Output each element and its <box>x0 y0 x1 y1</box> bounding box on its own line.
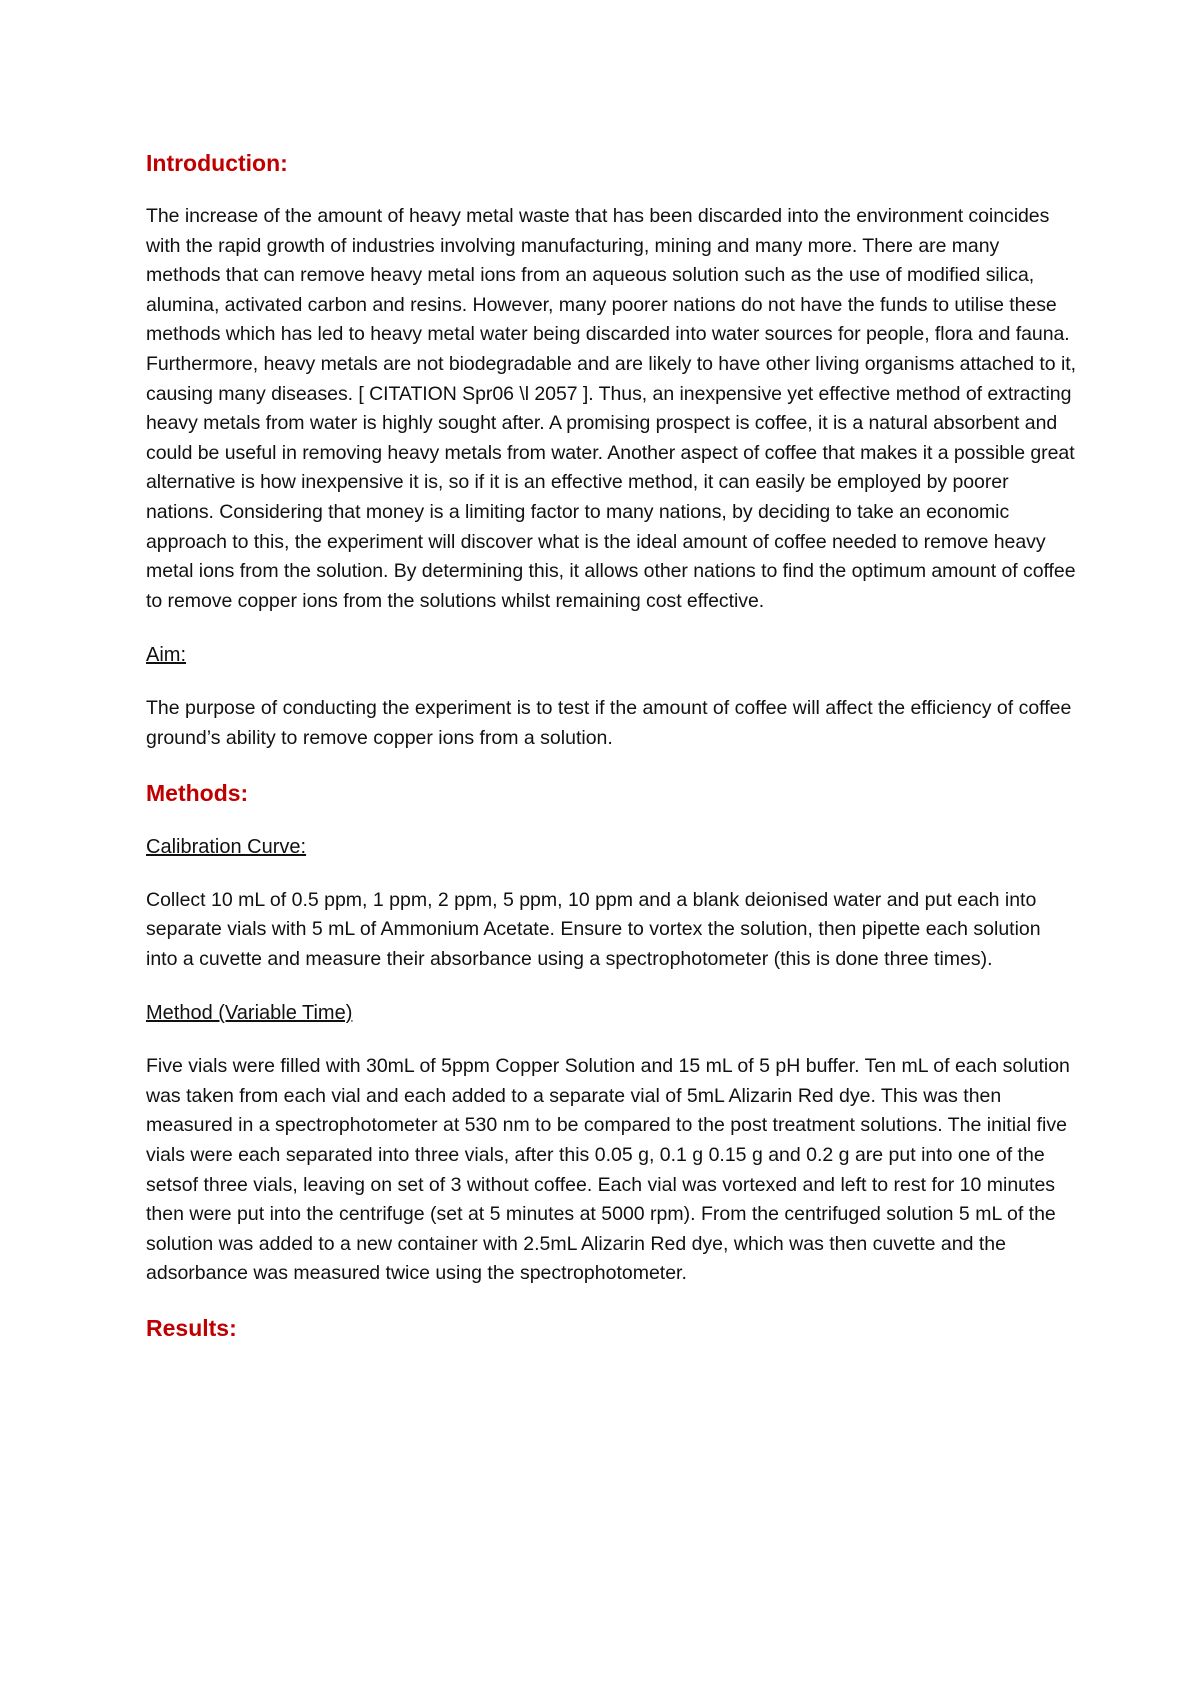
calibration-curve-heading: Calibration Curve: <box>146 835 307 858</box>
calibration-curve-paragraph: Collect 10 mL of 0.5 ppm, 1 ppm, 2 ppm, 5 ppm, 10 ppm and a blank deionised water and put each into separate vials with 5 mL of Ammonium Acetate. Ensure to vortex the solution, then pipette each solution into a cuvette and measure their absorbance using a spectrophotometer (this is done three times). <box>146 888 1041 970</box>
variable-time-paragraph: Five vials were filled with 30mL of 5ppm Copper Solution and 15 mL of 5 pH buffer. Ten mL of each solution was taken from each vial and each added to a separate vial of 5mL Alizarin Red dye. This was then measured in a spectrophotometer at 530 nm to be compared to the post treatment solutions. The initial five vials were each separated into three vials, after this 0.05 g, 0.1 g 0.15 g and 0.2 g are put into one of the setsof three vials, leaving on set of 3 without coffee. Each vial was vortexed and left to rest for 10 minutes then were put into the centrifuge (set at 5 minutes at 5000 rpm). From the centrifuged solution 5 mL of the solution was added to a new container with 2.5mL Alizarin Red dye, which was then cuvette and the adsorbance was measured twice using the spectrophotometer. <box>146 1055 1070 1285</box>
results-heading: Results: <box>146 1315 237 1342</box>
document-page <box>146 148 1076 1367</box>
introduction-heading: Introduction: <box>146 150 288 176</box>
variable-time-heading: Method (Variable Time) <box>146 1002 353 1025</box>
methods-heading: Methods: <box>146 779 249 806</box>
introduction-paragraph: The increase of the amount of heavy metal waste that has been discarded into the environment coincides with the rapid growth of industries involving manufacturing, mining and many more. There are many methods that can remove heavy metal ions from an aqueous solution such as the use of modified silica, alumina, activated carbon and resins. However, many poorer nations do not have the funds to utilise these methods which has led to heavy metal water being discarded into water sources for people, flora and fauna. Furthermore, heavy metals are not biodegradable and are likely to have other living organisms attached to it, causing many diseases. [ CITATION Spr06 \l 2057 ]. Thus, an inexpensive yet effective method of extracting heavy metals from water is highly sought after. A promising prospect is coffee, it is a natural absorbent and could be useful in removing heavy metals from water. Another aspect of coffee that makes it a possible great alternative is how inexpensive it is, so if it is an effective method, it can easily be employed by poorer nations. Considering that money is a limiting factor to many nations, by deciding to take an economic approach to this, the experiment will discover what is the ideal amount of coffee needed to remove heavy metal ions from the solution. By determining this, it allows other nations to find the optimum amount of coffee to remove copper ions from the solutions whilst remaining cost effective. <box>146 205 1076 612</box>
aim-heading: Aim: <box>146 644 186 667</box>
aim-paragraph: The purpose of conducting the experiment is to test if the amount of coffee will affect the efficiency of coffee ground’s ability to remove copper ions from a solution. <box>146 697 1072 749</box>
